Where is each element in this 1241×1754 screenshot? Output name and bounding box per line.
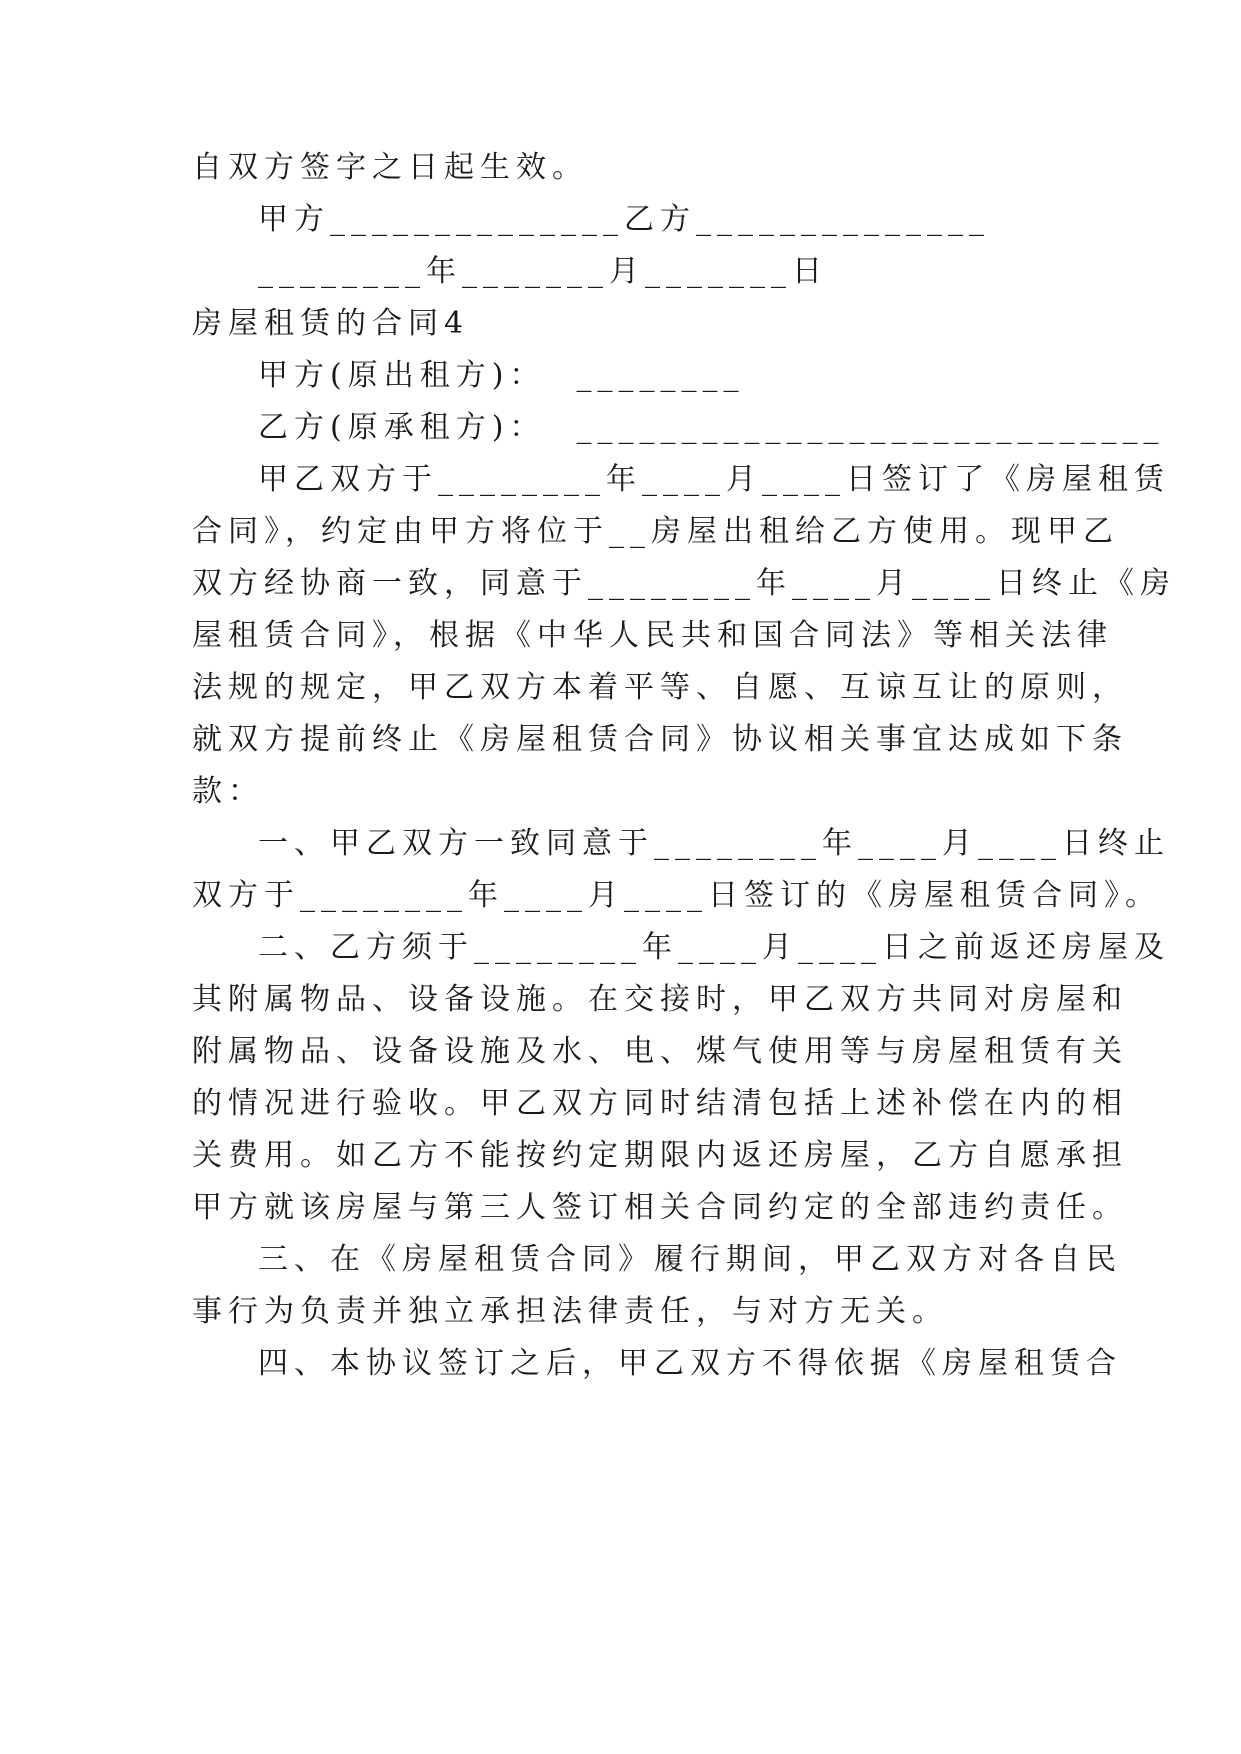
paragraph-intro-line-5: 法规的规定，甲乙双方本着平等、自愿、互谅互让的原则， <box>192 670 1128 705</box>
clause-2-line-6: 甲方就该房屋与第三人签订相关合同约定的全部违约责任。 <box>192 1190 1128 1225</box>
clause-1-line-1: 一、甲乙双方一致同意于________年____月____日终止 <box>258 826 1170 861</box>
signature-line-parties: 甲方______________乙方______________ <box>258 202 990 237</box>
section-title: 房屋租赁的合同4 <box>192 306 470 341</box>
clause-4-line-1: 四、本协议签订之后，甲乙双方不得依据《房屋租赁合 <box>258 1346 1122 1381</box>
clause-3-line-1: 三、在《房屋租赁合同》履行期间，甲乙双方对各自民 <box>258 1242 1122 1277</box>
paragraph-intro-line-1: 甲乙双方于________年____月____日签订了《房屋租赁 <box>258 462 1170 497</box>
clause-2-line-2: 其附属物品、设备设施。在交接时，甲乙双方共同对房屋和 <box>192 982 1128 1017</box>
date-line: ________年_______月_______日 <box>258 254 828 289</box>
clause-3-line-2: 事行为负责并独立承担法律责任，与对方无关。 <box>192 1294 948 1329</box>
paragraph-intro-line-2: 合同》，约定由甲方将位于__房屋出租给乙方使用。现甲乙 <box>192 514 1119 549</box>
text-line-effective: 自双方签字之日起生效。 <box>192 150 588 185</box>
paragraph-intro-line-6: 就双方提前终止《房屋租赁合同》协议相关事宜达成如下条 <box>192 722 1128 757</box>
clause-1-line-2: 双方于________年____月____日签订的《房屋租赁合同》。 <box>192 878 1161 913</box>
clause-2-line-5: 关费用。如乙方不能按约定期限内返还房屋，乙方自愿承担 <box>192 1138 1128 1173</box>
clause-2-line-3: 附属物品、设备设施及水、电、煤气使用等与房屋租赁有关 <box>192 1034 1128 1069</box>
clause-2-line-4: 的情况进行验收。甲乙双方同时结清包括上述补偿在内的相 <box>192 1086 1128 1121</box>
paragraph-intro-line-7: 款： <box>192 774 264 809</box>
party-a-line: 甲方(原出租方)： ________ <box>258 358 745 393</box>
paragraph-intro-line-4: 屋租赁合同》，根据《中华人民共和国合同法》等相关法律 <box>192 618 1113 653</box>
clause-2-line-1: 二、乙方须于________年____月____日之前返还房屋及 <box>258 930 1170 965</box>
party-b-line: 乙方(原承租方)： ____________________________ <box>258 410 1165 445</box>
paragraph-intro-line-3: 双方经协商一致，同意于________年____月____日终止《房 <box>192 566 1176 601</box>
